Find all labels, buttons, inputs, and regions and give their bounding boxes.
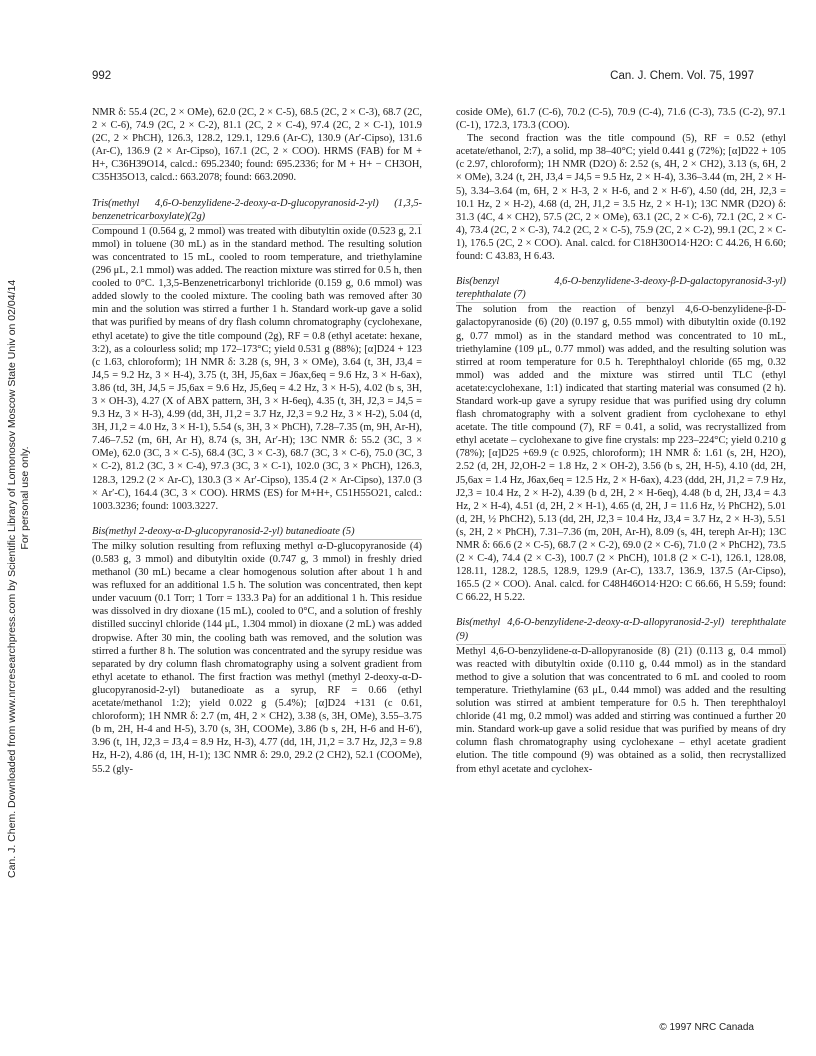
download-watermark <box>6 118 48 878</box>
body-paragraph: The milky solution resulting from refluxing methyl α-D-glucopyranoside (4) (0.583 g, 3 mmol) and dibutyltin oxide (0.747 g, 3 mmol) in freshly dried methanol (30 mL) became a clear homogenous solution after about 1 h and was refluxed for an additional 1.5 h. The solution was concentrated, then kept under vacuum (0.1 Torr; 1 Torr = 133.3 Pa) for an additional 1 h. This residue was dissolved in dry dioxane (15 mL), cooled to 0°C, and a solution of freshly distilled succinyl chloride (144 μL, 1.304 mmol) in dioxane (2 mL) was added dropwise. After 30 min, the cooling bath was removed, and the solution was stirred a further 8 h. The solution was concentrated and the syrupy residue was separated by dry column flash chromatography using a solvent gradient from ethyl acetate to ethanol. The first fraction was methyl (methyl 2-deoxy-α-D-glucopyranosid-2-yl) butanedioate as a syrup, RF = 0.66 (ethyl acetate/methanol 1:2); yield 0.022 g (5.4%); [α]D24 +131 (c 0.61, chloroform); 1H NMR δ: 2.7 (m, 4H, 2 × CH2), 3.38 (s, 3H, OMe), 3.55–3.75 (b m, 2H, H-4 and H-5), 3.70 (s, 3H, COOMe), 3.86 (b s, 2H, H-6 and H-6′), 3.96 (t, 1H, J2,3 = J3,4 = 8.9 Hz, H-3), 4.77 (dd, 1H, J1,2 = 3.7 Hz, J2,3 = 9.8 Hz, H-2), 4.86 (d, 1H, H-1); 13C NMR δ: 29.0, 29.2 (2 CH2), 52.1 (COOMe), 55.2 (gly- <box>92 540 422 775</box>
page-number: 992 <box>92 70 112 82</box>
journal-header: Can. J. Chem. Vol. 75, 1997 <box>610 70 754 82</box>
body-paragraph: Compound 1 (0.564 g, 2 mmol) was treated with dibutyltin oxide (0.523 g, 2.1 mmol) in toluene (30 mL) as in the standard method. The resulting solution was concentrated to 15 mL, cooled to room temperature, and triethylamine (296 μL, 2.1 mmol) was added. The reaction mixture was stirred for 0.5 h, then cooled to 0°C. 1,3,5-Benzenetricarbonyl trichloride (0.159 g, 0.6 mmol) was added slowly to the cooled mixture. The cooling bath was removed after 30 min and the solution was stirred a further 1 h. Standard work-up gave a solid that was purified by means of dry flash column chromatography (cyclohexane, ethyl acetate) to give the title compound (2g), RF = 0.8 (ethyl acetate: hexane, 3:2), as a colourless solid; mp 172–173°C; yield 0.531 g (88%); [α]D24 + 123 (c 1.63, chloroform); 1H NMR δ: 3.28 (s, 9H, 3 × OMe), 3.64 (t, 3H, J3,4 = J4,5 = 9.2 Hz, 3 × H-4), 3.75 (t, 3H, J5,6ax = J6ax,6eq = 9.6 Hz, 3 × H-6ax), 3.86 (td, 3H, J4,5 = J5,6ax = 9.6 Hz, J5,6eq = 4.2 Hz, 3 × H-5), 4.02 (b s, 3H, 3 × OH-3), 4.27 (X of ABX pattern, 3H, 3 × H-6eq), 4.35 (t, 3H, J2,3 = J4,5 = 9.3 Hz, 3 × H-3), 4.99 (dd, 3H, J1,2 = 3.7 Hz, J2,3 = 9.2 Hz, 3 × H-2), 5.04 (d, 3H, J1,2 = 4.0 Hz, 3 × H-1), 5.54 (s, 3H, 3 × PhCH), 7.28–7.35 (m, 9H, Ar-H), 7.46–7.52 (m, 6H, Ar H), 8.74 (s, 3H, Ar′-H); 13C NMR δ: 55.2 (3C, 3 × OMe), 62.0 (3C, 3 × C-5), 68.4 (3C, 3 × C-3), 68.7 (3C, 3 × C-6), 75.0 (3C, 3 × C-2), 81.2 (3C, 3 × C-4), 97.3 (3C, 3 × C-1), 102.0 (3C, 3 × PhCH), 126.3, 128.3, 129.2 (2 × Ar-C), 130.3 (3 × Ar′-Cipso), 135.4 (2 × Ar-Cipso), 137.0 (3 × Ar′-C), 164.4 (3C, 3 × COO). HRMS (ES) for M+H+, C51H55O21, calcd.: 1003.3236; found: 1003.3227. <box>92 225 422 512</box>
left-column <box>92 106 422 776</box>
body-paragraph: Methyl 4,6-O-benzylidene-α-D-allopyranoside (8) (21) (0.113 g, 0.4 mmol) was reacted with dibutyltin oxide (0.110 g, 0.44 mmol) as in the standard method to give a solution that was concentrated to 6 mL and cooled to room temperature. Triethylamine (63 μL, 0.44 mmol) was added and the resulting solution was stirred at ambient temperature for 0.5 h. Then terephthaloyl chloride (41 mg, 0.2 mmol) was added and stirring was continued a further 20 min. Standard work-up gave a solid residue that was purified by means of dry column flash chromatography using cyclohexane – ethyl acetate gradient elution. The title compound (9) was obtained as a solid, then recrystallized from ethyl acetate and cyclohex- <box>456 645 786 775</box>
body-paragraph: The solution from the reaction of benzyl 4,6-O-benzylidene-β-D-galactopyranoside (6) (20) (0.197 g, 0.55 mmol) with dibutyltin oxide (0.192 g, 0.77 mmol) as in the standard method was concentrated to 10 mL, triethylamine (109 μL, 0.77 mmol) was added, and the resulting solution was stirred at room temperature for 0.5 h. Terephthaloyl chloride (65 mg, 0.32 mmol) was added and the mixture was stirred until TLC (ethyl acetate:cyclohexane, 1:1) indicated that starting material was consumed (2 h). Standard work-up gave a syrupy residue that was purified using dry column flash chromatography with a solvent gradient from cyclohexane to ethyl acetate. The title compound (7), RF = 0.41, a solid, was recrystallized from ethyl acetate – cyclohexane to give fine crystals: mp 223–224°C; yield 0.210 g (78%); [α]D25 +69.9 (c 0.925, chloroform); 1H NMR δ: 1.61 (s, 2H, H2O), 2.52 (d, 2H, J2,OH-2 = 1.8 Hz, 2 × OH-2), 3.56 (b s, 2H, H-5), 4.10 (dd, 2H, J5,6ax = 1.4 Hz, J6ax,6eq = 12.5 Hz, 2 × H-6ax), 4.23 (ddd, 2H, J1,2 = 7.9 Hz, J2,3 = 10.4 Hz, 2 × H-2), 4.39 (b d, 2H, 2 × H-6eq), 4.48 (b d, 2H, J3,4 = 4.3 Hz, 2 × H-4), 4.51 (d, 2H, 2 × H-1), 4.65 (d, 2H, J = 11.6 Hz, ½ PhCH2), 5.01 (d, 2H, ½ PhCH2), 5.13 (dd, 2H, J2,3 = 10.4 Hz, J3,4 = 3.7 Hz, 2 × H-3), 5.51 (s, 2H, 2 × PhCH), 7.31–7.36 (m, 20H, Ar-H), 8.09 (s, 4H, tereph Ar-H); 13C NMR δ: 66.6 (2 × C-5), 68.7 (2 × C-2), 69.0 (2 × C-6), 71.0 (2 × PhCH2), 73.5 (2 × C-4), 74.4 (2 × C-3), 100.7 (2 × PhCH), 101.8 (2 × C-1), 126.1, 128.08, 128.11, 128.2, 128.5, 128.9, 129.9 (Ar-C), 133.7, 136.9, 137.5 (Ar-Cipso), 165.5 (2 × COO). Anal. calcd. for C48H46O14·H2O: C 66.66, H 5.59; found: C 66.22, H 5.22. <box>456 304 786 604</box>
section-heading: Bis(methyl 2-deoxy-α-D-glucopyranosid-2-yl) butanedioate (5) <box>92 525 422 540</box>
section-heading: Tris(methyl 4,6-O-benzylidene-2-deoxy-α-D-glucopyranosid-2-yl) (1,3,5-benzenetricarboxylate)(2g) <box>92 197 422 225</box>
watermark-line-2: For personal use only. <box>19 446 31 550</box>
section-heading: Bis(methyl 4,6-O-benzylidene-2-deoxy-α-D-allopyranosid-2-yl) terephthalate (9) <box>456 616 786 644</box>
body-paragraph: NMR δ: 55.4 (2C, 2 × OMe), 62.0 (2C, 2 × C-5), 68.5 (2C, 2 × C-3), 68.7 (2C, 2 × C-6), 74.9 (2C, 2 × C-2), 81.1 (2C, 2 × C-4), 97.4 (2C, 2 × C-1), 101.9 (2C, 2 × PhCH), 126.3, 128.2, 129.1, 129.6 (Ar-C), 130.9 (Ar′-Cipso), 131.6 (Ar-C), 136.9 (2 × Ar-Cipso), 167.1 (2C, 2 × COO). HRMS (FAB) for M + H+, C36H39O14, calcd.: 695.2340; found: 695.2336; for M + H+ − CH3OH, C35H35O13, calcd.: 663.2078; found: 663.2090. <box>92 107 422 184</box>
copyright-footer: © 1997 NRC Canada <box>659 1022 754 1033</box>
right-column <box>456 106 786 776</box>
download-watermark-text <box>6 118 32 878</box>
section-heading: Bis(benzyl 4,6-O-benzylidene-3-deoxy-β-D-galactopyranosid-3-yl) terephthalate (7) <box>456 275 786 303</box>
watermark-line-1: Can. J. Chem. Downloaded from www.nrcresearchpress.com by Scientific Library of Lomonosov Moscow State Univ on 02/04/14 <box>6 279 18 878</box>
body-paragraph: The second fraction was the title compound (5), RF = 0.52 (ethyl acetate/ethanol, 2:7), a solid, mp 38–40°C; yield 0.441 g (72%); [α]D22 + 105 (c 2.97, chloroform); 1H NMR (D2O) δ: 2.52 (s, 4H, 2 × CH2), 3.13 (s, 6H, 2 × OMe), 3.24 (t, 2H, J3,4 = J4,5 = 9.5 Hz, 2 × H-4), 3.36–3.44 (m, 2H, 2 × H-5), 3.34–3.64 (m, 6H, 2 × H-3, 2 × H-6, and 2 × H-6′), 4.50 (dd, 2H, J2,3 = 10.1 Hz, 2 × H-2), 4.68 (d, 2H, J1,2 = 3.5 Hz, 2 × H-1); 13C NMR (D2O) δ: 31.3 (4C, 4 × CH2), 57.5 (2C, 2 × OMe), 63.1 (2C, 2 × C-6), 72.1 (2C, 2 × C-4), 73.4 (2C, 2 × C-3), 74.2 (2C, 2 × C-5), 75.9 (2C, 2 × C-2), 99.1 (2C, 2 × C-1), 176.5 (2C, 2 × COO). Anal. calcd. for C18H30O14·H2O: C 44.26, H 6.60; found: C 43.83, H 6.43. <box>456 133 786 263</box>
body-paragraph: coside OMe), 61.7 (C-6), 70.2 (C-5), 70.9 (C-4), 71.6 (C-3), 73.5 (C-2), 97.1 (C-1), 172.3, 173.3 (COO). <box>456 107 786 132</box>
